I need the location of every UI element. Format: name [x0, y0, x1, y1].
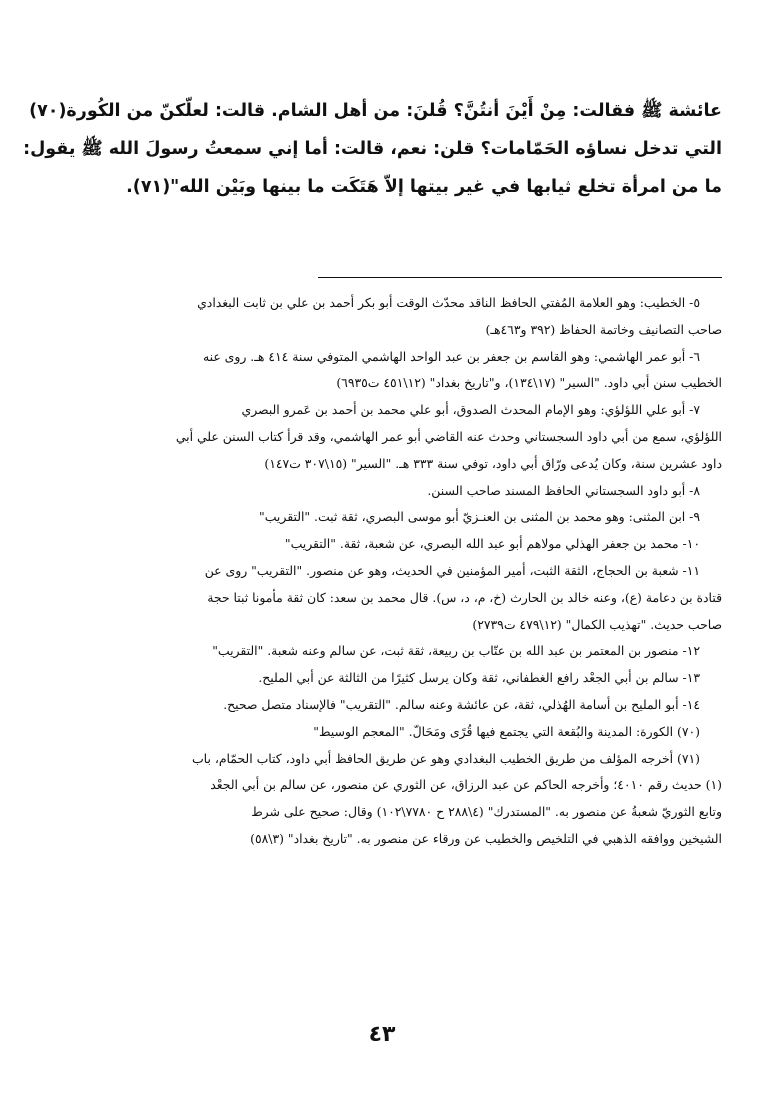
footnote-line: صاحب التصانيف وخاتمة الحفاظ (٣٩٢ و٤٦٣هـ): [485, 321, 722, 337]
footnote-line: ٦- أبو عمر الهاشمي: وهو القاسم بن جعفر بن عبد الواحد الهاشمي المتوفي سنة ٤١٤ هـ. روى عنه: [202, 348, 700, 364]
footnote-divider: [318, 277, 722, 278]
footnote-5: [54, 290, 722, 344]
footnote-line: قتادة بن دعامة (ع)، وعنه خالد بن الحارث (خ، م، د، س). قال محمد بن سعد: كان ثقة مأمونا ثبتا حجة: [207, 589, 722, 605]
footnote-line: (٧١) أخرجه المؤلف من طريق الخطيب البغدادي وهو عن طريق الحافظ أبي داود، كتاب الحمّام، باب: [192, 750, 700, 766]
footnote-line: ٩- ابن المثنى: وهو محمد بن المثنى بن العنـزيّ أبو موسى البصري، ثقة ثبت. "التقريب": [259, 509, 700, 525]
main-text-line: التي تدخل نساؤه الحَمّامات؟ قلن: نعم، قالت: أما إني سمعتُ رسولَ الله ﷺ يقول:: [23, 139, 722, 159]
footnote-7: [54, 397, 722, 477]
footnote-6: [54, 344, 722, 398]
footnote-line: (١) حديث رقم ٤٠١٠؛ وأخرجه الحاكم عن عبد الرزاق، عن الثوري عن منصور، عن سالم بن أبي الجعْد: [210, 777, 722, 793]
footnote-14: [54, 692, 722, 719]
footnotes-section: [54, 290, 722, 853]
main-text-block: [23, 92, 722, 206]
footnote-8: [54, 478, 722, 505]
footnote-10: [54, 531, 722, 558]
footnote-line: وتابع الثوريّ شعبةُ عن منصور به. "المستدرك" (٤\٢٨٨ ح ٧٧٨٠\١٠٢) وقال: صحيح على شرط: [251, 804, 722, 820]
footnote-70: [54, 719, 722, 746]
footnote-71: [54, 746, 722, 853]
main-text-line: ما من امرأة تخلع ثيابها في غير بيتها إلاّ هَتَكَت ما بينها وبَيْن الله"(٧١).: [126, 177, 722, 197]
footnote-9: [54, 504, 722, 531]
footnote-line: ٧- أبو علي اللؤلؤي: وهو الإمام المحدث الصدوق، أبو علي محمد بن أحمد بن عَمرو البصري: [241, 402, 700, 418]
footnote-line: صاحب حديث. "تهذيب الكمال" (١٢\٤٧٩ ت٢٧٣٩): [472, 616, 722, 632]
footnote-12: [54, 638, 722, 665]
footnote-line: ١٠- محمد بن جعفر الهذلي مولاهم أبو عبد الله البصري، عن شعبة، ثقة. "التقريب": [284, 536, 700, 552]
footnote-line: ١١- شعبة بن الحجاج، الثقة الثبت، أمير المؤمنين في الحديث، وهو عن منصور. "التقريب" روى عن: [204, 562, 700, 578]
footnote-line: داود عشرين سنة، وكان يُدعى ورّاق أبي داود، توفي سنة ٣٣٣ هـ. "السير" (١٥\٣٠٧ ت١٤٧): [264, 455, 722, 471]
footnote-line: ١٤- أبو المليح بن أسامة الهُذلي، ثقة، عن عائشة وعنه سالم. "التقريب" فالإسناد متصل صحيح.: [223, 696, 700, 712]
footnote-line: الخطيب سنن أبي داود. "السير" (١٧\١٣٤)، و"تاريخ بغداد" (١٢\٤٥١ ت٦٩٣٥): [336, 375, 722, 391]
footnote-line: ١٣- سالم بن أبي الجعْد رافع الغطفاني، ثقة وكان يرسل كثيرًا من الثالثة عن أبي المليح.: [258, 670, 700, 686]
footnote-line: ٨- أبو داود السجستاني الحافظ المسند صاحب السنن.: [427, 482, 700, 498]
footnote-line: ٥- الخطيب: وهو العلامة المُفتي الحافظ الناقد محدّث الوقت أبو بكر أحمد بن علي بن ثابت البغدادي: [197, 295, 700, 310]
footnote-line: الشيخين ووافقه الذهبي في التلخيص والخطيب عن ورقاء عن منصور به. "تاريخ بغداد" (٣\٥٨): [250, 830, 722, 846]
main-text-line: عائشة ﷺ فقالت: مِنْ أَيْنَ أنتُنَّ؟ قُلنَ: من أهل الشام. قالت: لعلّكنّ من الكُورة(٧٠): [29, 101, 722, 121]
footnote-line: (٧٠) الكورة: المدينة والبُقعة التي يجتمع فيها قُرًى ومَحَالّ. "المعجم الوسيط": [313, 723, 700, 739]
footnote-line: ١٢- منصور بن المعتمر بن عبد الله بن عتّاب بن ربيعة، ثقة ثبت، عن سالم وعنه شعبة. "التقريب": [212, 643, 700, 659]
page-number: ٤٣: [368, 1022, 396, 1047]
footnote-line: اللؤلؤي، سمع من أبي داود السجستاني وحدث عنه القاضي أبو عمر الهاشمي، وقد قرأ كتاب السنن علي أبي: [175, 428, 722, 444]
footnote-11: [54, 558, 722, 638]
footnote-13: [54, 665, 722, 692]
